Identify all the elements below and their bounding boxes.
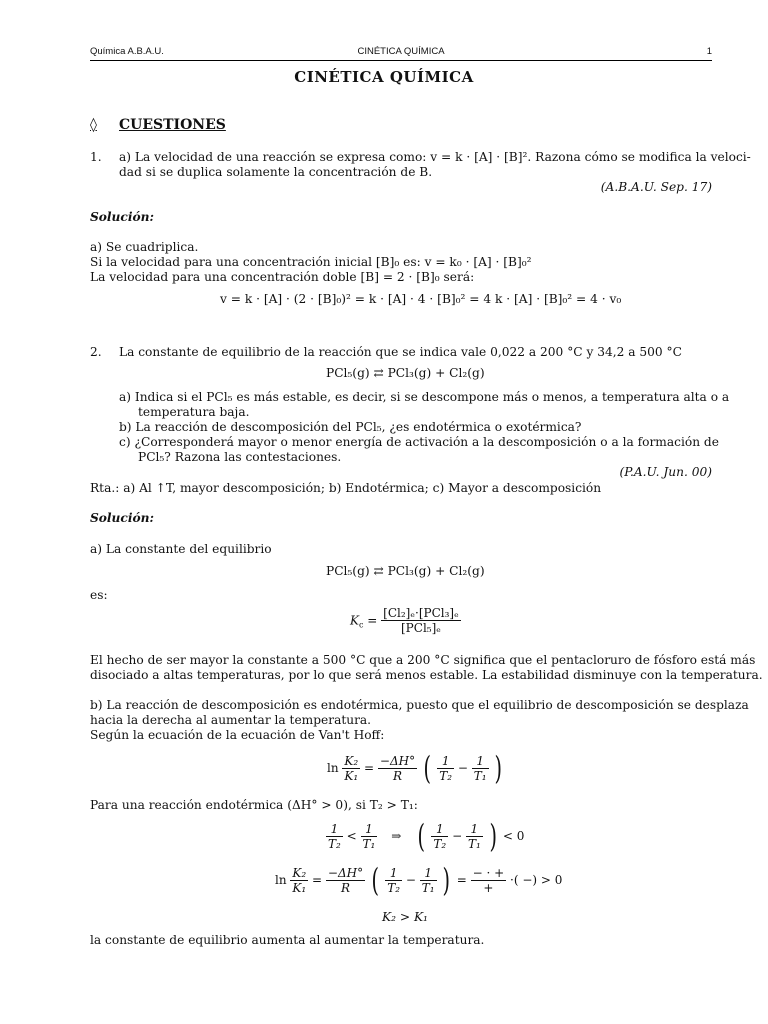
solution-label: Solución: (90, 511, 154, 525)
equilibrium-constant-equation: $K_c$ = $\frac{\text{[Cl₂]ₑ·[PCl₃]ₑ}}{\text{[PCl₅]ₑ}}$ (350, 606, 459, 635)
question-item: temperatura baja. (138, 405, 250, 419)
solution-text: Según la ecuación de la ecuación de Van't Hoff: (90, 728, 385, 742)
question-item: b) La reacción de descomposición del PCl₅, ¿es endotérmica o exotérmica? (119, 420, 582, 434)
t2-symbol: T₂ (439, 768, 453, 783)
page-title: CINÉTICA QUÍMICA (294, 68, 474, 86)
solution-text: Si la velocidad para una concentración inicial [B]₀ es: v = k₀ · [A] · [B]₀² (90, 255, 532, 269)
sign-numerator: − · + (472, 865, 505, 880)
question-item: c) ¿Corresponderá mayor o menor energía de activación a la descomposición o a la formación de (119, 435, 719, 449)
one: 1 (470, 821, 479, 836)
question-reference: (A.B.A.U. Sep. 17) (600, 180, 712, 194)
solution-text: disociado a altas temperaturas, por lo que será menos estable. La estabilidad disminuye con la temperatura. (90, 668, 763, 682)
implies-arrow: ⇒ (391, 829, 402, 843)
conclusion-text: la constante de equilibrio aumenta al aumentar la temperatura. (90, 933, 485, 947)
k2-symbol: K₂ (292, 865, 307, 880)
k2-symbol: K₂ (344, 753, 359, 768)
rate-equation: v = k · [A] · (2 · [B]₀)² = k · [A] · 4 · [B]₀² = 4 k · [A] · [B]₀² = 4 · v₀ (220, 292, 622, 306)
enthalpy-term: −ΔH° (379, 753, 416, 768)
t1-symbol: T₁ (362, 836, 376, 851)
one: 1 (389, 865, 398, 880)
solution-text: b) La reacción de descomposición es endotérmica, puesto que el equilibrio de descomposición se desplaza (90, 698, 749, 712)
kc-symbol: K (350, 613, 359, 628)
header-topic: CINÉTICA QUÍMICA (357, 46, 445, 57)
question-item: PCl₅? Razona las contestaciones. (138, 450, 342, 464)
less-than-zero: < 0 (502, 829, 525, 843)
one: 1 (436, 821, 444, 836)
gas-constant: R (326, 880, 365, 895)
kc-subscript: c (358, 620, 364, 630)
k1-symbol: K₁ (344, 768, 359, 783)
reaction-equation: PCl₅(g) ⇄ PCl₃(g) + Cl₂(g) (326, 366, 485, 380)
kc-denominator: [PCl₅]ₑ (381, 620, 461, 635)
t2-symbol: T₂ (433, 836, 447, 851)
constant-comparison: K₂ > K₁ (382, 910, 428, 924)
header-course: Química A.B.A.U. (90, 46, 164, 57)
t2-symbol: T₂ (387, 880, 401, 895)
page-header (90, 46, 712, 61)
temperature-inequality: $\frac{1}{\text{T₂}}$ < $\frac{1}{\text{T₁}}$ ⇒ ( $\frac{1}{\text{T₂}}$ − $\frac{1}{\text{T₁}}$ ) < 0 (328, 817, 525, 855)
one: 1 (441, 753, 450, 768)
t1-symbol: T₁ (467, 836, 481, 851)
question-text: La constante de equilibrio de la reacción que se indica vale 0,022 a 200 °C y 34,2 a 500 °C (119, 345, 682, 359)
reaction-equation: PCl₅(g) ⇄ PCl₃(g) + Cl₂(g) (326, 564, 485, 578)
less-than: < (346, 829, 357, 843)
sign-denominator: + (471, 880, 507, 895)
gas-constant: R (378, 768, 417, 783)
t2-symbol: T₂ (328, 836, 341, 851)
kc-numerator: [Cl₂]ₑ·[PCl₃]ₑ (383, 606, 459, 620)
header-page-number: 1 (706, 46, 712, 57)
one: 1 (330, 821, 339, 836)
solution-text: a) La constante del equilibrio (90, 542, 272, 556)
enthalpy-term: −ΔH° (327, 865, 364, 880)
question-number: 1. (90, 150, 102, 164)
solution-text: El hecho de ser mayor la constante a 500 °C que a 200 °C significa que el pentacloruro de fósforo está más (90, 653, 756, 667)
question-item: a) Indica si el PCl₅ es más estable, es decir, si se descompone más o menos, a temperatura alta o a (119, 390, 730, 404)
sign-result: ·( −) > 0 (510, 873, 563, 887)
solution-text: La velocidad para una concentración doble [B] = 2 · [B]₀ será: (90, 270, 475, 284)
k1-symbol: K₁ (292, 880, 307, 895)
ln-symbol: ln (327, 761, 339, 775)
solution-text: es: (90, 588, 108, 602)
solution-text: Para una reacción endotérmica (ΔH° > 0), si T₂ > T₁: (90, 798, 418, 812)
question-text: a) La velocidad de una reacción se expresa como: v = k · [A] · [B]². Razona cómo se modifica la veloci- (119, 150, 751, 164)
vant-hoff-equation: ln $\frac{\text{K₂}}{\text{K₁}}$ = $\frac{-\Delta H^\circ}{R}$ ( $\frac{1}{\text{T₂}}$ − $\frac{1}{\text{T₁}}$ ) (327, 749, 503, 787)
solution-text: hacia la derecha al aumentar la temperatura. (90, 713, 372, 727)
one: 1 (365, 821, 373, 836)
answer-summary: Rta.: a) Al ↑T, mayor descomposición; b) Endotérmica; c) Mayor a descomposición (90, 481, 602, 495)
question-number: 2. (90, 345, 102, 359)
t1-symbol: T₁ (473, 768, 487, 783)
sign-analysis-equation: ln $\frac{\text{K₂}}{\text{K₁}}$ = $\frac{-\Delta H^\circ}{R}$ ( $\frac{1}{\text{T₂}}$ − $\frac{1}{\text{T₁}}$ ) = $\frac{- \cdot +}{+}$ ·( −) > 0 (275, 861, 563, 899)
question-text: dad si se duplica solamente la concentración de B. (119, 165, 433, 179)
section-bullet: ◊ (90, 117, 97, 133)
t1-symbol: T₁ (421, 880, 435, 895)
question-reference: (P.A.U. Jun. 00) (619, 465, 712, 479)
one: 1 (476, 753, 485, 768)
ln-symbol: ln (275, 873, 287, 887)
solution-text: a) Se cuadriplica. (90, 240, 199, 254)
section-heading: CUESTIONES (119, 117, 226, 133)
solution-label: Solución: (90, 210, 154, 224)
one: 1 (424, 865, 433, 880)
